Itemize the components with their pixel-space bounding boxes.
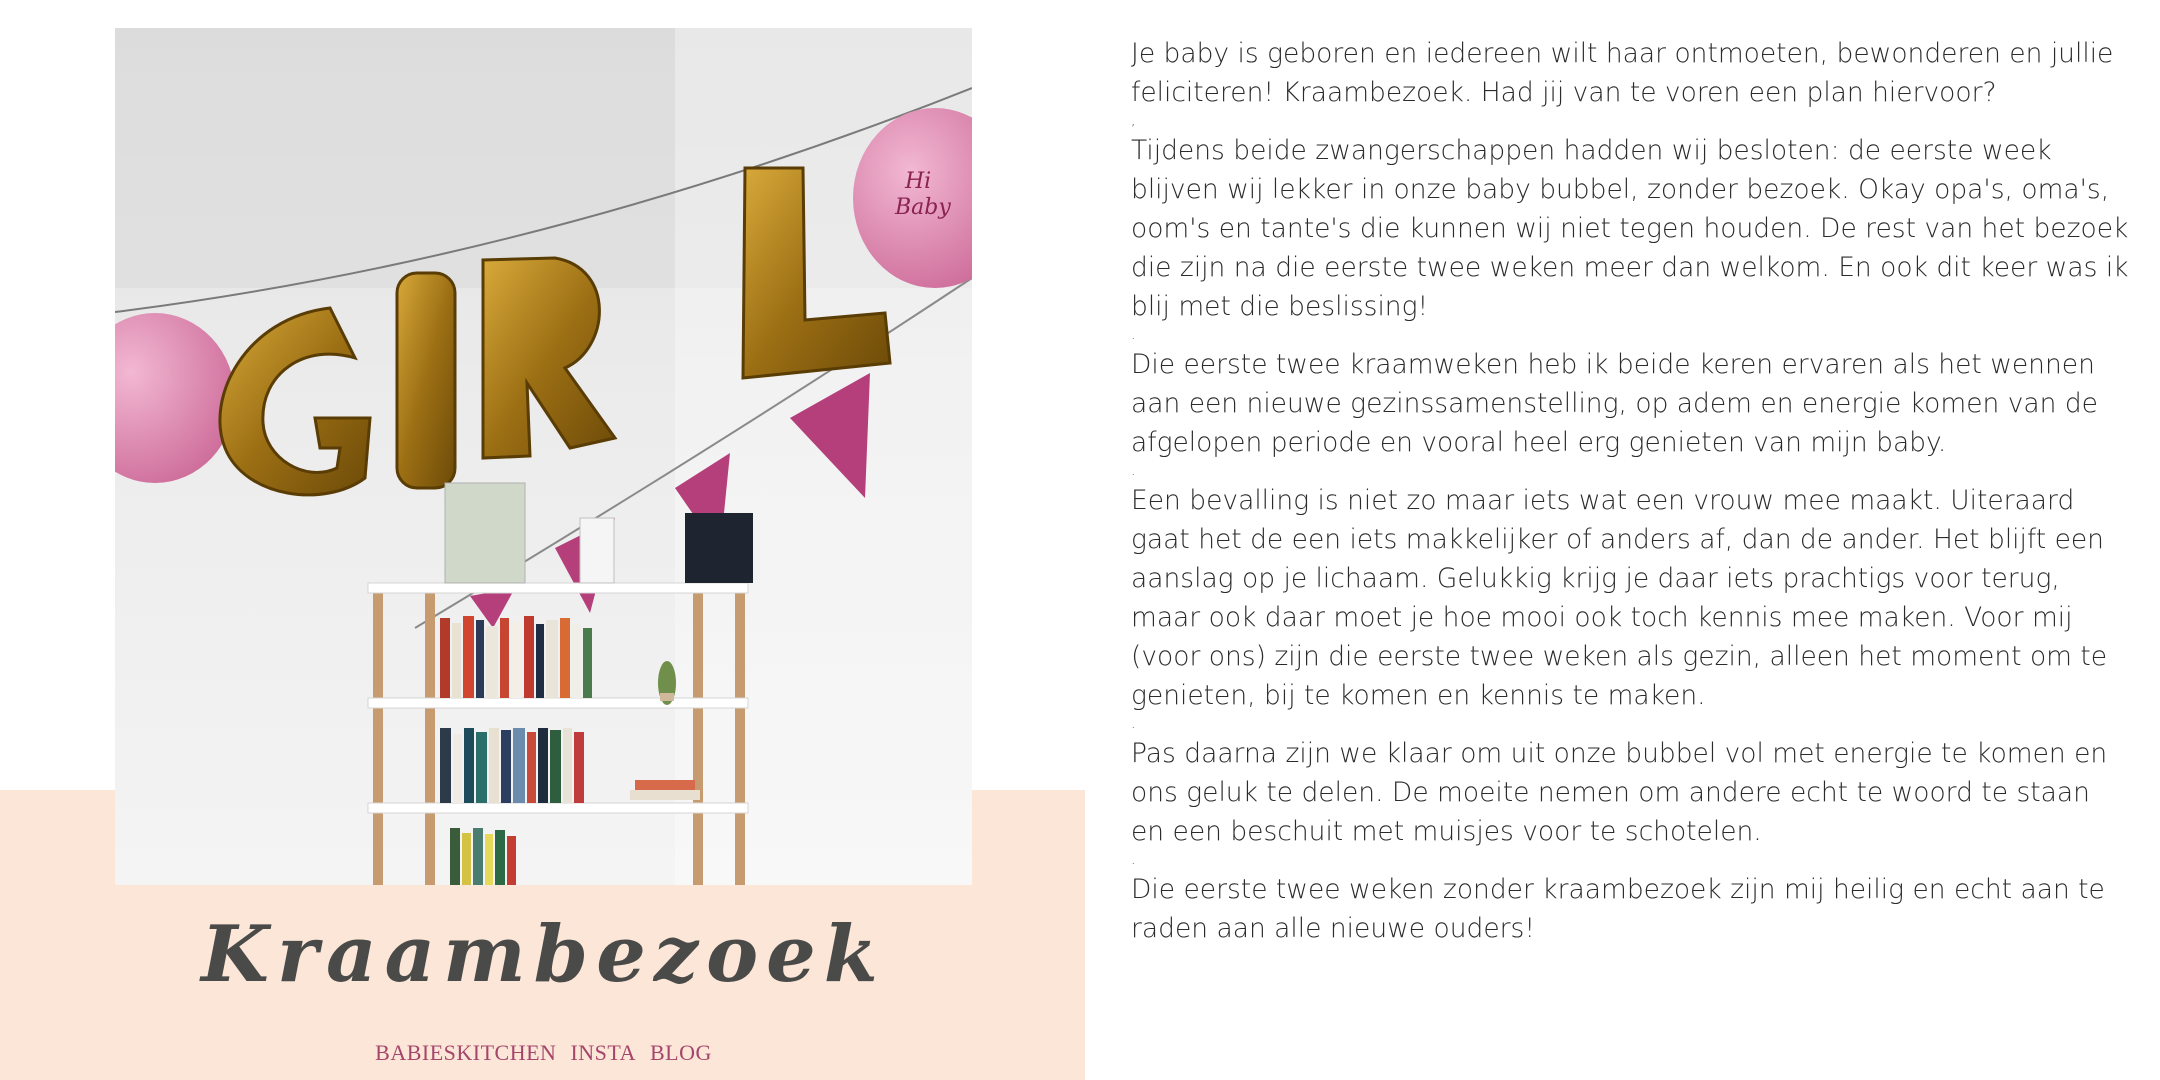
paragraph-separator: . <box>1131 463 1136 479</box>
girl-balloons-photo <box>115 28 972 885</box>
tag-blog[interactable]: BLOG <box>649 1040 712 1065</box>
tag-insta[interactable]: INSTA <box>570 1040 636 1065</box>
article-paragraph: Pas daarna zijn we klaar om uit onze bubbel vol met energie te komen en ons geluk te delen. De moeite nemen om andere echt te woord te staan en een beschuit met muisjes voor te schotelen. <box>1131 738 2108 847</box>
post-photo[interactable] <box>115 28 972 885</box>
post-tags <box>115 1040 972 1066</box>
paragraph-separator: . <box>1131 327 1136 343</box>
article-paragraph: Tijdens beide zwangerschappen hadden wij besloten: de eerste week blijven wij lekker in onze baby bubbel, zonder bezoek. Okay opa's, oma's, oom's en tante's die kunnen wij niet tegen houden. De rest van het bezoek die zijn na die eerste twee weken meer dan welkom. En ook dit keer was ik blij met die beslissing! <box>1131 135 2129 322</box>
svg-text:Baby: Baby <box>895 195 951 220</box>
article-paragraph: Die eerste twee weken zonder kraambezoek zijn mij heilig en echt aan te raden aan alle nieuwe ouders! <box>1131 874 2105 944</box>
article-body <box>1131 34 2131 948</box>
tag-babieskitchen[interactable]: BABIESKITCHEN <box>375 1040 557 1065</box>
article-paragraph: Je baby is geboren en iedereen wilt haar ontmoeten, bewonderen en jullie feliciteren! Kraambezoek. Had jij van te voren een plan hiervoor? <box>1131 38 2114 108</box>
paragraph-separator: , <box>1131 113 1136 129</box>
paragraph-separator: . <box>1131 852 1136 868</box>
svg-text:Hi: Hi <box>905 169 932 194</box>
article-paragraph: Die eerste twee kraamweken heb ik beide keren ervaren als het wennen aan een nieuwe gezinssamenstelling, op adem en energie komen van de afgelopen periode en vooral heel erg genieten van mijn baby. <box>1131 349 2098 458</box>
article-paragraph: Een bevalling is niet zo maar iets wat een vrouw mee maakt. Uiteraard gaat het de een iets makkelijker of anders af, dan de ander. Het blijft een aanslag op je lichaam. Gelukkig krijg je daar iets prachtigs voor terug, maar ook daar moet je hoe mooi ook toch kennis mee maken. Voor mij (voor ons) zijn die eerste twee weken als gezin, alleen het moment om te genieten, bij te komen en kennis te maken. <box>1131 485 2108 711</box>
post-title[interactable]: Kraambezoek <box>201 909 886 1000</box>
paragraph-separator: . <box>1131 716 1136 732</box>
